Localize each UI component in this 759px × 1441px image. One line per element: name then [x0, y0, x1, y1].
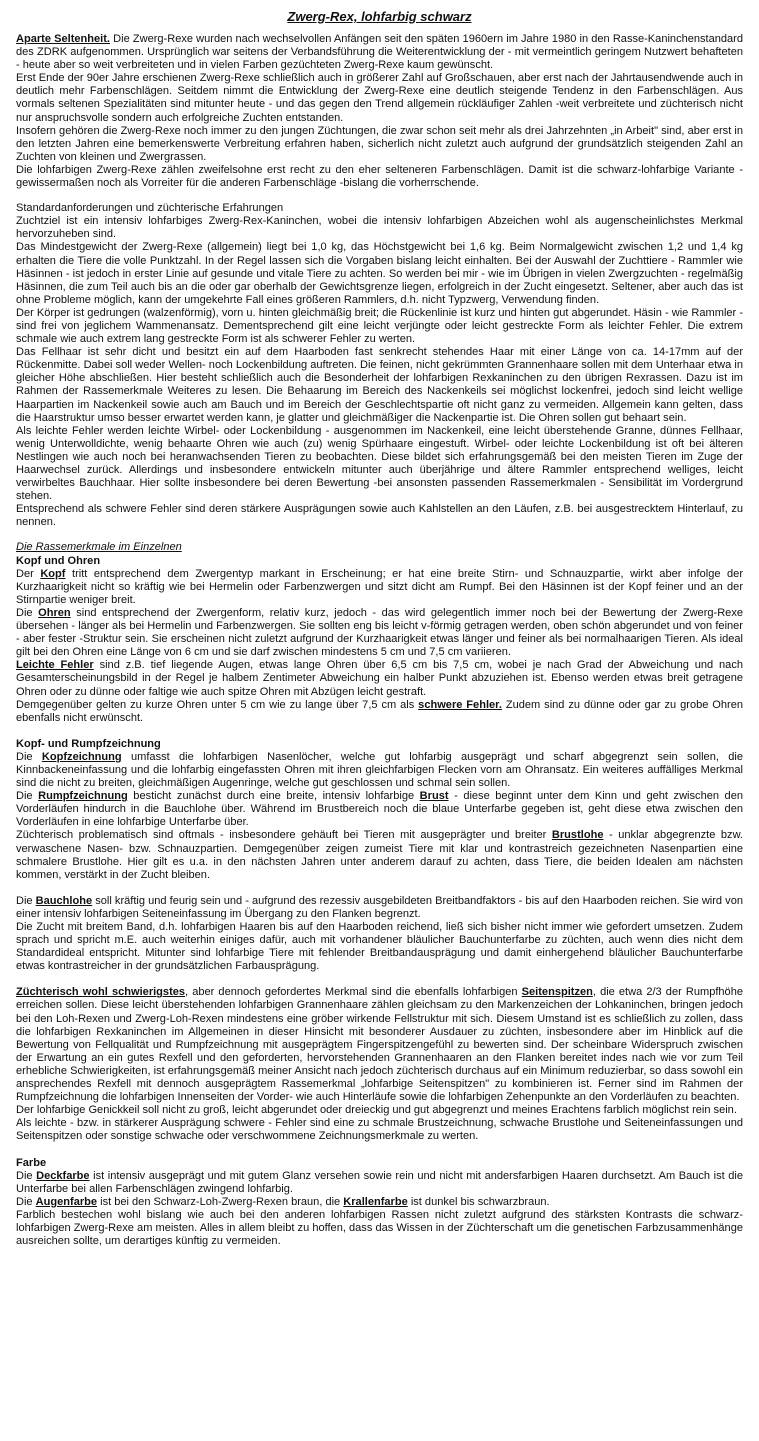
- rassemerkmale-heading: Die Rassemerkmale im Einzelnen: [16, 541, 182, 554]
- keyword-kopfzeichnung: Kopfzeichnung: [41, 750, 122, 763]
- keyword-seitenspitzen: Seitenspitzen: [521, 986, 593, 999]
- intro-paragraph-4: Die lohfarbigen Zwerg-Rexe zählen zweifelsohne erst recht zu den eher selteneren Farbenschlägen. Damit ist die schwarz-lohfarbige Variante -gewissermaßen noch als Vorreiter für die anderen Farbenschläge -bislang die vorherrschende.: [16, 163, 743, 190]
- standard-paragraph-4: Das Fellhaar ist sehr dicht und besitzt ein auf dem Haarboden fast senkrecht stehendes Haar mit einer Länge von ca. 14-17mm auf der Rückenmitte. Dabei soll weder Wellen- noch Lockenbildung auftreten. Die feinen, nicht gekrümmten Grannenhaare sollen mit dem Unterhaar etwa in gleicher Höhe abschließen. Hier besteht schließlich auch die Besonderheit der lohfarbigen Rexkaninchen zu den übrigen Rexrassen. Dazu ist im Rahmen der Rassemerkmale Weiteres zu lesen. Die Behaarung im Bereich des Nackenkeils sei möglichst lockenfrei, jedoch sind leicht wellige Haarpartien im Nackenkeil sowie auch am Bauch und im Bereich der Geschlechtspartie oft nicht ganz zu vermeiden. Allgemein kann gelten, dass die Haarstruktur umso besser erwartet werden kann, je glatter und gleichmäßiger die Nackenpartie ist. Die Ohren sollen gut behaart sein.: [16, 346, 743, 424]
- text-run: ist bei den Schwarz-Loh-Zwerg-Rexen braun, die: [97, 1195, 344, 1208]
- text-run: Die: [16, 894, 36, 907]
- text-run: Zudem sind zu dünne oder gar zu grobe Ohren ebenfalls nicht erwünscht.: [16, 698, 744, 724]
- standard-paragraph-6: Entsprechend als schwere Fehler sind deren stärkere Ausprägungen sowie auch Kahlstellen an den Läufen, z.B. bei ausgestrecktem Hinterlauf, zu nennen.: [16, 503, 743, 529]
- kopf-paragraph: [16, 568, 743, 607]
- keyword-bauchlohe: Bauchlohe: [35, 894, 93, 907]
- text-run: ist dunkel bis schwarzbraun.: [407, 1195, 550, 1208]
- leichte-fehler-paragraph: [16, 659, 743, 698]
- zeichnung-paragraph-4: [16, 895, 743, 921]
- ohren-paragraph: [16, 607, 743, 659]
- keyword-brustlohe: Brustlohe: [551, 829, 604, 842]
- intro-text: Die Zwerg-Rexe wurden nach wechselvollen Anfängen seit den späten 1960ern im Jahre 1980 in den Rasse-Kaninchenstandard des ZDRK aufgenommen. Ursprünglich war seitens der Verbandsführung die Weiterentwicklung der - mit vermeintlich geringem Nutzwert behafteten - heute aber so weit verbreiteten und in vielen Farben gezüchteten Zwerg-Rexe kaum gewünscht.: [16, 33, 744, 72]
- text-run: Die: [16, 1195, 36, 1208]
- zeichnung-paragraph-1: [16, 751, 743, 790]
- keyword-deckfarbe: Deckfarbe: [36, 1169, 90, 1182]
- keyword-kopf: Kopf: [40, 567, 66, 580]
- intro-paragraph-1: [16, 33, 743, 72]
- text-run: - diese beginnt unter dem Kinn und geht zwischen den Vorderläufen hindurch in die Bauchlohe über. Während im Brustbereich noch die blaue Unterfarbe gegeben ist, geht diese etwa zwischen den Vorderläufen in eine lohfarbige Unterfarbe über.: [16, 790, 743, 829]
- schwere-fehler-paragraph: [16, 699, 743, 725]
- standard-paragraph-5: Als leichte Fehler werden leichte Wirbel- oder Lockenbildung - ausgenommen im Nackenkeil, eine leicht überstehende Granne, dünnes Fellhaar, wenig Unterwolldichte, wenig behaarte Ohren wie auch (zu) wenig Spürhaare eingestuft. Wirbel- oder leichte Lockenbildung ist oft bei älteren Nestlingen wie auch noch bei heranwachsenden Tieren zu beobachten. Diese bildet sich erfahrungsgemäß bei den meisten Tieren im Zuge der Haarwechsel zurück. Allerdings und insbesondere entwickeln mitunter auch überjährige und ältere Rammler entsprechend welliges, leicht verwirbeltes Bauchhaar. Hier sollte insbesondere bei deren Bewertung -bei ansonsten passenden Rassemerkmalen - Sensibilität im Vordergrund stehen.: [16, 424, 743, 503]
- text-run: sind z.B. tief liegende Augen, etwas lange Ohren über 6,5 cm bis 7,5 cm, wobei je nach Grad der Abweichung und nach Gesamterscheinungsbild in der Regel je halbem Zentimeter Abweichung ein halber Punkt abzuziehen ist. Ebenso werden etwas breit getragene Ohren oder zu dünne oder faltige wie auch spitze Ohren mit Abzügen leicht gestraft.: [16, 659, 743, 698]
- zeichnung-paragraph-2: [16, 790, 743, 829]
- intro-lead: Aparte Seltenheit.: [16, 33, 110, 45]
- text-run: ist intensiv ausgeprägt und mit gutem Glanz versehen sowie rein und nicht mit andersfarbigen Haaren durchsetzt. Am Bauch ist die Unterfarbe bei allen Farbenschlägen zwingend lohfarbig.: [16, 1169, 743, 1195]
- intro-paragraph-2: Erst Ende der 90er Jahre erschienen Zwerg-Rexe schließlich auch in größerer Zahl auf Großschauen, aber erst nach der Jahrtausendwende auch in deutlich mehr Farbenschlägen. Seitdem nimmt die Entwicklung der Zwerg-Rexe eine deutlich steigende Tendenz in den Farbenschlägen. Aus vormals seltenen Spezialitäten sind mitunter heute - und das gegen den Trend allgemein rückläufiger Zahlen -weit verbreitete und züchterisch nicht nur anspruchsvolle sondern auch erfolgreiche Zuchten entstanden.: [16, 72, 743, 124]
- standard-paragraph-2: Das Mindestgewicht der Zwerg-Rexe (allgemein) liegt bei 1,0 kg, das Höchstgewicht bei 1,6 kg. Beim Normalgewicht zwischen 1,2 und 1,4 kg erhalten die Tiere die volle Punktzahl. In der Regel lassen sich die Vorgaben bislang leicht einhalten. Bei der Auswahl der Zuchttiere - Rammler wie Häsinnen - ist jedoch in erster Linie auf gesunde und vitale Tiere zu achten. So werden bei mir - wie im Übrigen in vielen Zwergzuchten - regelmäßig Häsinnen, die zum Teil auch bis an die oder gar oberhalb der Gewichtsgrenze liegen, erfolgreich in der Zucht eingesetzt. Seltener, aber auch das ist ohne Probleme möglich, kann der umgekehrte Fall eines größeren Rammlers, d.h. nicht Typzwerg, Verwendung finden.: [16, 241, 743, 306]
- text-run: Die: [16, 606, 39, 619]
- keyword-schwierigstes: Züchterisch wohl schwierigstes: [16, 986, 186, 999]
- text-run: besticht zunächst durch eine breite, intensiv lohfarbige: [127, 790, 420, 803]
- zeichnung-subheading: Kopf- und Rumpfzeichnung: [16, 737, 161, 750]
- zeichnung-paragraph-3: [16, 829, 743, 881]
- zeichnung-paragraph-5: Die Zucht mit breitem Band, d.h. lohfarbigen Haaren bis auf den Haarboden reichend, ließ sich bisher nicht immer wie gefordert umsetzen. Zudem sprach und spricht m.E. auch weiterhin einiges dafür, auch mit vorhandener bläulicher Bauchunterfarbe zu züchten, auch wenn dies nicht dem Standardideal entspricht. Mitunter sind lohfarbige Tiere mit fehlender Breitbandausprägung und damit einhergehend bläulicher Bauchunterfarbe etwas kontrastreicher in der grundsätzlichen Farbausprägung.: [16, 921, 743, 973]
- text-run: soll kräftig und feurig sein und - aufgrund des rezessiv ausgebildeten Breitbandfaktors - bis auf den Haarboden reichen. Sie wird von einer intensiv lohfarbigen Seiteneinfassung im Übergang zu den Flanken begrenzt.: [16, 894, 743, 920]
- text-run: Die: [16, 750, 42, 763]
- keyword-leichte-fehler: Leichte Fehler: [16, 659, 94, 672]
- text-run: umfasst die lohfarbigen Nasenlöcher, welche gut lohfarbig ausgeprägt und scharf abgegrenzt sein sollen, die Kinnbackeneinfassung und die lohfarbig eingefassten Ohren mit ihren gleichfarbigen Flecken vorn am Ohransatz. Ein weiteres auffälliges Merkmal sind die nicht zu breiten, gleichmäßigen Augenringe, welche gut geschlossen und schmal sein sollen.: [16, 750, 743, 790]
- text-run: - unklar abgegrenzte bzw. verwaschene Nasen- bzw. Schnauzpartien. Demgegenüber zeigen zumeist Tiere mit klar und kontrastreich gezeichneten Nasenpartien eine schmalere Brustlohe. Hier gilt es u.a. in den nächsten Jahren unter anderem darauf zu achten, dass Tiere, die beiden Idealen am nächsten kommen, verstärkt in der Zucht bleiben.: [16, 829, 744, 881]
- kopf-ohren-subheading: Kopf und Ohren: [16, 554, 101, 567]
- zeichnung-paragraph-7: Der lohfarbige Genickkeil soll nicht zu groß, leicht abgerundet oder dreieckig und gut abgegrenzt und meines Erachtens farblich möglichst rein sein.: [16, 1104, 737, 1117]
- text-run: Die: [16, 1169, 37, 1182]
- document-title: Zwerg-Rex, lohfarbig schwarz: [287, 9, 472, 24]
- keyword-augenfarbe: Augenfarbe: [35, 1195, 98, 1208]
- text-run: , die etwa 2/3 der Rumpfhöhe erreichen sollen. Diese leicht überstehenden lohfarbigen Grannenhaare zählen gleichsam zu den Markenzeichen der Lohkaninchen, bringen jedoch bei den Loh-Rexen und Zwerg-Loh-Rexen mindestens eine gröber wirkende Fellstruktur mit sich. Diesem Umstand ist es schließlich zu zollen, dass die lohfarbigen Rexkaninchen im Allgemeinen in dieser Hinsicht mit besonderer Ausdauer zu züchten, insbesondere aber im Hinblick auf die Bewertung von Fellqualität und Rumpfzeichnung mit ausgeprägtem Fingerspitzengefühl zu bewerten sind. Der scheinbare Widerspruch zwischen der Erwartung an ein gutes Rexfell und den geforderten, hervorstehenden Grannenhaaren an den Flanken bereitet indes nach wie vor zum Teil erhebliche Schwierigkeiten, ist erfahrungsgemäß meiner Ansicht nach jedoch züchterisch durchaus auf ein Minimum reduzierbar, so dass sowohl ein ansprechendes Rexfell mit dennoch ausgeprägtem Rassemerkmal „lohfarbige Seitenspitzen" zu kombinieren ist. Ferner sind im Rahmen der Rumpfzeichnung die lohfarbigen Innenseiten der Vorder- wie auch Hinterläufe sowie die lohfarbigen Zehenpunkte an den Vorderläufen zu beachten.: [16, 986, 743, 1104]
- text-run: sind entsprechend der Zwergenform, relativ kurz, jedoch - das wird gelegentlich immer noch bei der Bewertung der Zwerg-Rexe übersehen - länger als bei Hermelin und Farbenzwergen. Sie sollten eng bis leicht v-förmig getragen werden, oben schön abgerundet und von feiner - aber fester -Struktur sein. Sie erscheinen nicht zuletzt aufgrund der Kurzhaarigkeit etwas länger und feiner als bei normalhaarigen Tieren. Als ideal gilt bei den Ohren eine Länge von 6 cm und sie darf zwischen mindestens 5 cm und 7,5 cm variieren.: [16, 606, 743, 659]
- text-run: tritt entsprechend dem Zwergentyp markant in Erscheinung; er hat eine breite Stirn- und Schnauzpartie, wirkt aber infolge der Kurzhaarigkeit nicht so kräftig wie bei Hermelin oder Farbenzwergen und sitzt dicht am Rumpf. Bei den Häsinnen ist der Kopf feiner und an der Stirnpartie weniger breit.: [16, 567, 743, 606]
- text-run: , aber dennoch gefordertes Merkmal sind die ebenfalls lohfarbigen: [185, 986, 522, 999]
- farbe-paragraph-2: [16, 1196, 743, 1209]
- keyword-rumpfzeichnung: Rumpfzeichnung: [38, 790, 128, 803]
- standard-heading: Standardanforderungen und züchterische Erfahrungen: [16, 202, 284, 215]
- standard-paragraph-1: Zuchtziel ist ein intensiv lohfarbiges Zwerg-Rex-Kaninchen, wobei die intensiv lohfarbigen Abzeichen wohl als augenscheinlichstes Merkmal hervorzuheben sind.: [16, 215, 743, 241]
- keyword-ohren: Ohren: [38, 606, 71, 619]
- zeichnung-paragraph-6: [16, 986, 743, 1104]
- text-run: Die: [16, 790, 39, 803]
- farbe-subheading: Farbe: [16, 1156, 47, 1169]
- text-run: Züchterisch problematisch sind oftmals - insbesondere gehäuft bei Tieren mit ausgeprägter und breiter: [16, 829, 552, 842]
- keyword-krallenfarbe: Krallenfarbe: [343, 1195, 408, 1208]
- intro-paragraph-3: Insofern gehören die Zwerg-Rexe noch immer zu den jungen Züchtungen, die zwar schon seit mehr als drei Jahrzehnten „in Arbeit" sind, aber erst in den letzten Jahren eine bemerkenswerte Verbreitung erfahren haben, sicherlich nicht zuletzt auch aufgrund der grundsätzlich steigenden Zahl an Zuchten von kleinen und Zwergrassen.: [16, 124, 743, 163]
- keyword-schwere-fehler: schwere Fehler.: [418, 698, 502, 711]
- text-run: Der: [16, 567, 41, 580]
- farbe-paragraph-1: [16, 1170, 743, 1196]
- text-run: Demgegenüber gelten zu kurze Ohren unter 5 cm wie zu lange über 7,5 cm als: [16, 698, 419, 711]
- keyword-brust: Brust: [419, 790, 449, 803]
- farbe-paragraph-3: Farblich bestechen wohl bislang wie auch bei den anderen lohfarbigen Rassen nicht zuletzt aufgrund des stärksten Kontrasts die schwarz-lohfarbigen Zwerg-Rexe am meisten. Alles in allem bleibt zu hoffen, dass das Wissen in der Züchterschaft um die genetischen Farbzusammenhänge ausreichen sollte, um derartiges künftig zu vermeiden.: [16, 1208, 743, 1248]
- standard-paragraph-3: Der Körper ist gedrungen (walzenförmig), vorn u. hinten gleichmäßig breit; die Rückenlinie ist kurz und hinten gut abgerundet. Häsin - wie Rammler - sind frei von jeglichem Wammenansatz. Dementsprechend gilt eine leicht verjüngte oder leicht gestreckte Form als leichter Fehler. Die extrem schmale wie auch extrem lang gestreckte Form ist als schwerer Fehler zu werten.: [16, 306, 743, 346]
- zeichnung-paragraph-8: Als leichte - bzw. in stärkerer Ausprägung schwere - Fehler sind eine zu schmale Brustzeichnung, schwache Brustlohe und Seiteneinfassungen und Seitenspitzen oder sonstige schwache oder verschwommene Zeichnungsmerkmale zu werten.: [16, 1117, 743, 1143]
